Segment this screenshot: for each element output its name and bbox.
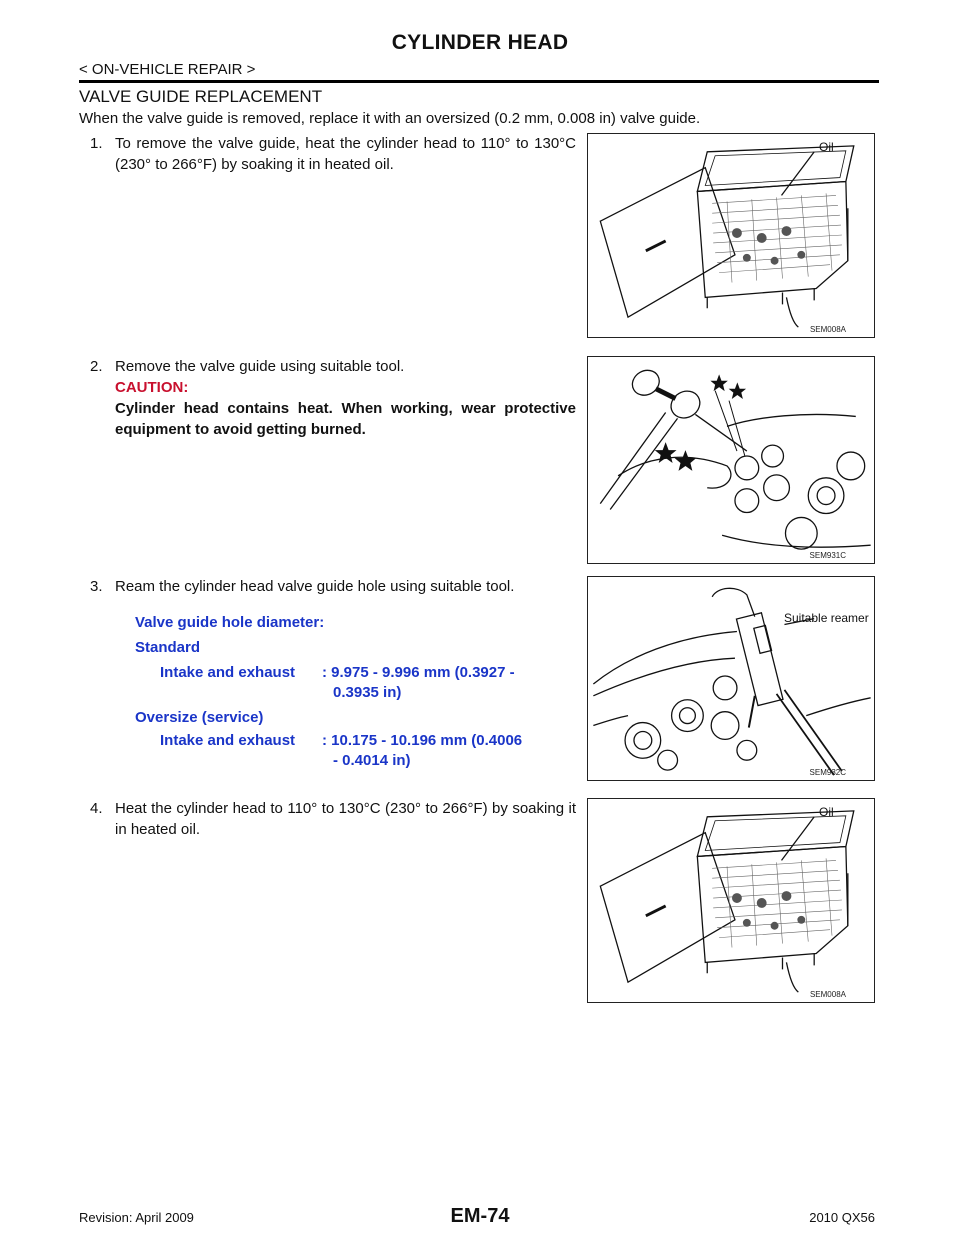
- section-intro: When the valve guide is removed, replace it with an oversized (0.2 mm, 0.008 in) valve guide.: [79, 110, 701, 127]
- caution-text: Cylinder head contains heat. When working, wear protective equipment to avoid getting burned.: [115, 400, 576, 438]
- caution-label: CAUTION:: [115, 379, 189, 396]
- step-number: 4.: [90, 800, 103, 817]
- figure-code: SEM932C: [809, 768, 846, 777]
- section-heading: VALVE GUIDE REPLACEMENT: [79, 87, 323, 106]
- figure-label: Oil: [819, 805, 834, 819]
- step-3: [90, 576, 576, 597]
- step-number: 3.: [90, 578, 103, 595]
- figure-oil-bath: [587, 133, 875, 338]
- figure-label: Suitable reamer: [784, 611, 869, 625]
- footer-model: 2010 QX56: [809, 1210, 875, 1225]
- oil-bath-illustration: [588, 799, 874, 1002]
- figure-code: SEM931C: [809, 551, 846, 560]
- header-rule: [79, 80, 879, 83]
- spec-title: Valve guide hole diameter:: [135, 614, 325, 631]
- step-text: Remove the valve guide using suitable tool.: [115, 358, 405, 375]
- step-number: 2.: [90, 358, 103, 375]
- figure-oil-bath-2: [587, 798, 875, 1003]
- page-title: CYLINDER HEAD: [391, 31, 569, 54]
- footer-revision: Revision: April 2009: [79, 1210, 194, 1225]
- step-1: [90, 133, 576, 175]
- guide-removal-illustration: [588, 357, 874, 563]
- spec-oversize-value-2: - 0.4014 in): [333, 752, 411, 769]
- spec-oversize-item: Intake and exhaust: [160, 732, 296, 749]
- step-text: Heat the cylinder head to 110° to 130°C (230° to 266°F) by soaking it in heated oil.: [115, 800, 576, 838]
- spec-standard-value-2: 0.3935 in): [333, 684, 402, 701]
- breadcrumb: < ON-VEHICLE REPAIR >: [79, 61, 256, 78]
- step-text: Ream the cylinder head valve guide hole using suitable tool.: [115, 578, 515, 595]
- figure-code: SEM008A: [809, 325, 846, 334]
- step-number: 1.: [90, 135, 103, 152]
- spec-standard-label: Standard: [135, 639, 201, 656]
- figure-guide-removal: [587, 356, 875, 564]
- spec-standard-item: Intake and exhaust: [160, 664, 296, 681]
- page-number: EM-74: [450, 1205, 510, 1227]
- spec-standard-value-1: : 9.975 - 9.996 mm (0.3927 -: [322, 664, 515, 681]
- reamer-illustration: [588, 577, 874, 780]
- step-4: [90, 798, 576, 840]
- figure-label: Oil: [819, 140, 834, 154]
- step-2: [90, 356, 576, 440]
- spec-oversize-label: Oversize (service): [135, 709, 264, 726]
- figure-code: SEM008A: [809, 990, 846, 999]
- figure-reamer: [587, 576, 875, 781]
- spec-oversize-value-1: : 10.175 - 10.196 mm (0.4006: [322, 732, 523, 749]
- step-text: To remove the valve guide, heat the cylinder head to 110° to 130°C (230° to 266°F) by soaking it in heated oil.: [115, 135, 576, 173]
- oil-bath-illustration: [588, 134, 874, 337]
